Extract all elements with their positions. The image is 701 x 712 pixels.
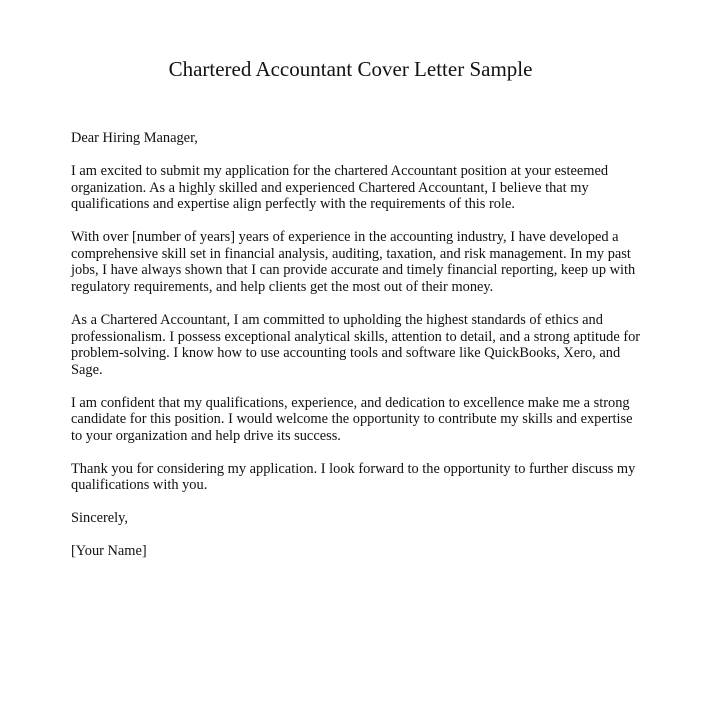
document-title: Chartered Accountant Cover Letter Sample [168,57,533,81]
salutation: Dear Hiring Manager, [71,130,198,146]
paragraph-experience: With over [number of years] years of experience in the accounting industry, I have developed a comprehensive skill set in financial analysis, auditing, taxation, and risk management. In my past jobs, I have always shown that I can provide accurate and timely financial reporting, keep up with regulatory requirements, and help clients get the most out of their money. [71,229,636,295]
signature: [Your Name] [71,543,147,560]
paragraph-confidence: I am confident that my qualifications, experience, and dedication to excellence make me a strong candidate for this position. I would welcome the opportunity to contribute my skills and expertise to your organization and help drive its success. [71,394,633,444]
letter-body [71,130,641,576]
paragraph-intro: I am excited to submit my application for the chartered Accountant position at your esteemed organization. As a highly skilled and experienced Chartered Accountant, I believe that my qualifications and expertise align perfectly with the requirements of this role. [71,162,609,213]
paragraph-thanks: Thank you for considering my application. I look forward to the opportunity to further discuss my qualifications with you. [71,460,636,494]
paragraph-ethics: As a Chartered Accountant, I am committed to upholding the highest standards of ethics and professionalism. I possess exceptional analytical skills, attention to detail, and a strong aptitude for problem-solving. I know how to use accounting tools and software like QuickBooks, Xero, and Sage. [71,311,641,378]
closing: Sincerely, [71,510,129,527]
